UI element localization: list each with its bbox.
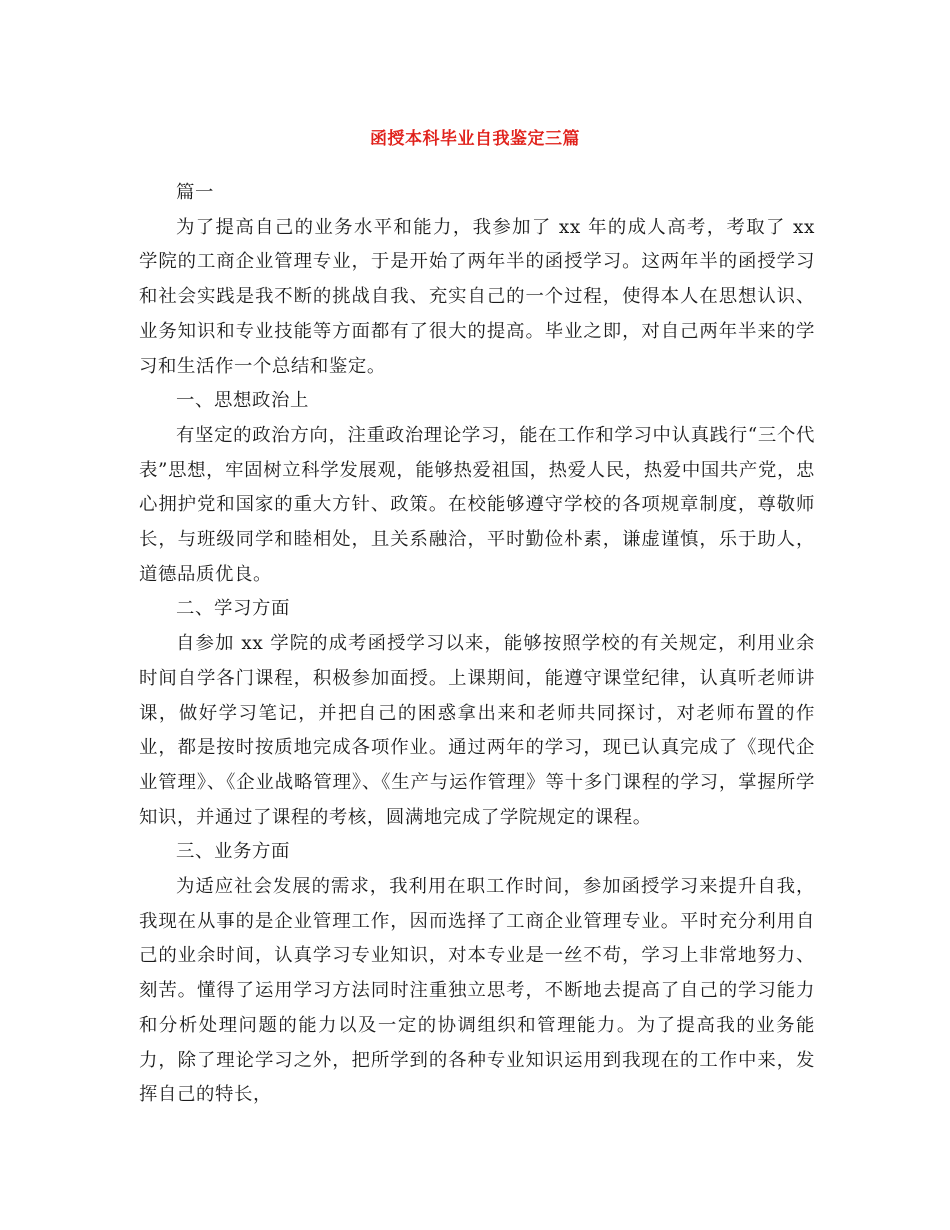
heading-part-one: 篇一 bbox=[176, 182, 214, 203]
document-title: 函授本科毕业自我鉴定三篇 bbox=[370, 129, 580, 149]
heading-political-thought: 一、思想政治上 bbox=[176, 390, 309, 412]
paragraph-work: 为适应社会发展的需求，我利用在职工作时间，参加函授学习来提升自我，我现在从事的是企业管理工作，因而选择了工商企业管理专业。平时充分利用自己的业余时间，认真学习专业知识，对本专业是一丝不苟，学习上非常地努力、刻苦。懂得了运用学习方法同时注重独立思考，不断地去提高了自己的学习能力和分析处理问题的能力以及一定的协调组织和管理能力。为了提高我的业务能力，除了理论学习之外，把所学到的各种专业知识运用到我现在的工作中来，发挥自己的特长， bbox=[139, 876, 815, 1106]
paragraph-intro: 为了提高自己的业务水平和能力，我参加了 xx 年的成人高考，考取了 xx 学院的工商企业管理专业，于是开始了两年半的函授学习。这两年半的函授学习和社会实践是我不断的挑战自我、充实自己的一个过程，使得本人在思想认识、业务知识和专业技能等方面都有了很大的提高。毕业之即，对自己两年半来的学习和生活作一个总结和鉴定。 bbox=[139, 216, 815, 377]
document-body bbox=[139, 176, 815, 1113]
heading-study: 二、学习方面 bbox=[176, 598, 290, 620]
paragraph-political-thought: 有坚定的政治方向，注重政治理论学习，能在工作和学习中认真践行“三个代表”思想，牢固树立科学发展观，能够热爱祖国，热爱人民，热爱中国共产党，忠心拥护党和国家的重大方针、政策。在校能够遵守学校的各项规章制度，尊敬师长，与班级同学和睦相处，且关系融洽，平时勤俭朴素，谦虚谨慎，乐于助人，道德品质优良。 bbox=[139, 424, 815, 585]
heading-work: 三、业务方面 bbox=[176, 841, 290, 863]
paragraph-study: 自参加 xx 学院的成考函授学习以来，能够按照学校的有关规定，利用业余时间自学各门课程，积极参加面授。上课期间，能遵守课堂纪律，认真听老师讲课，做好学习笔记，并把自己的困惑拿出来和老师共同探讨，对老师布置的作业，都是按时按质地完成各项作业。通过两年的学习，现已认真完成了《现代企业管理》、《企业战略管理》、《生产与运作管理》等十多门课程的学习，掌握所学知识，并通过了课程的考核，圆满地完成了学院规定的课程。 bbox=[139, 633, 815, 828]
